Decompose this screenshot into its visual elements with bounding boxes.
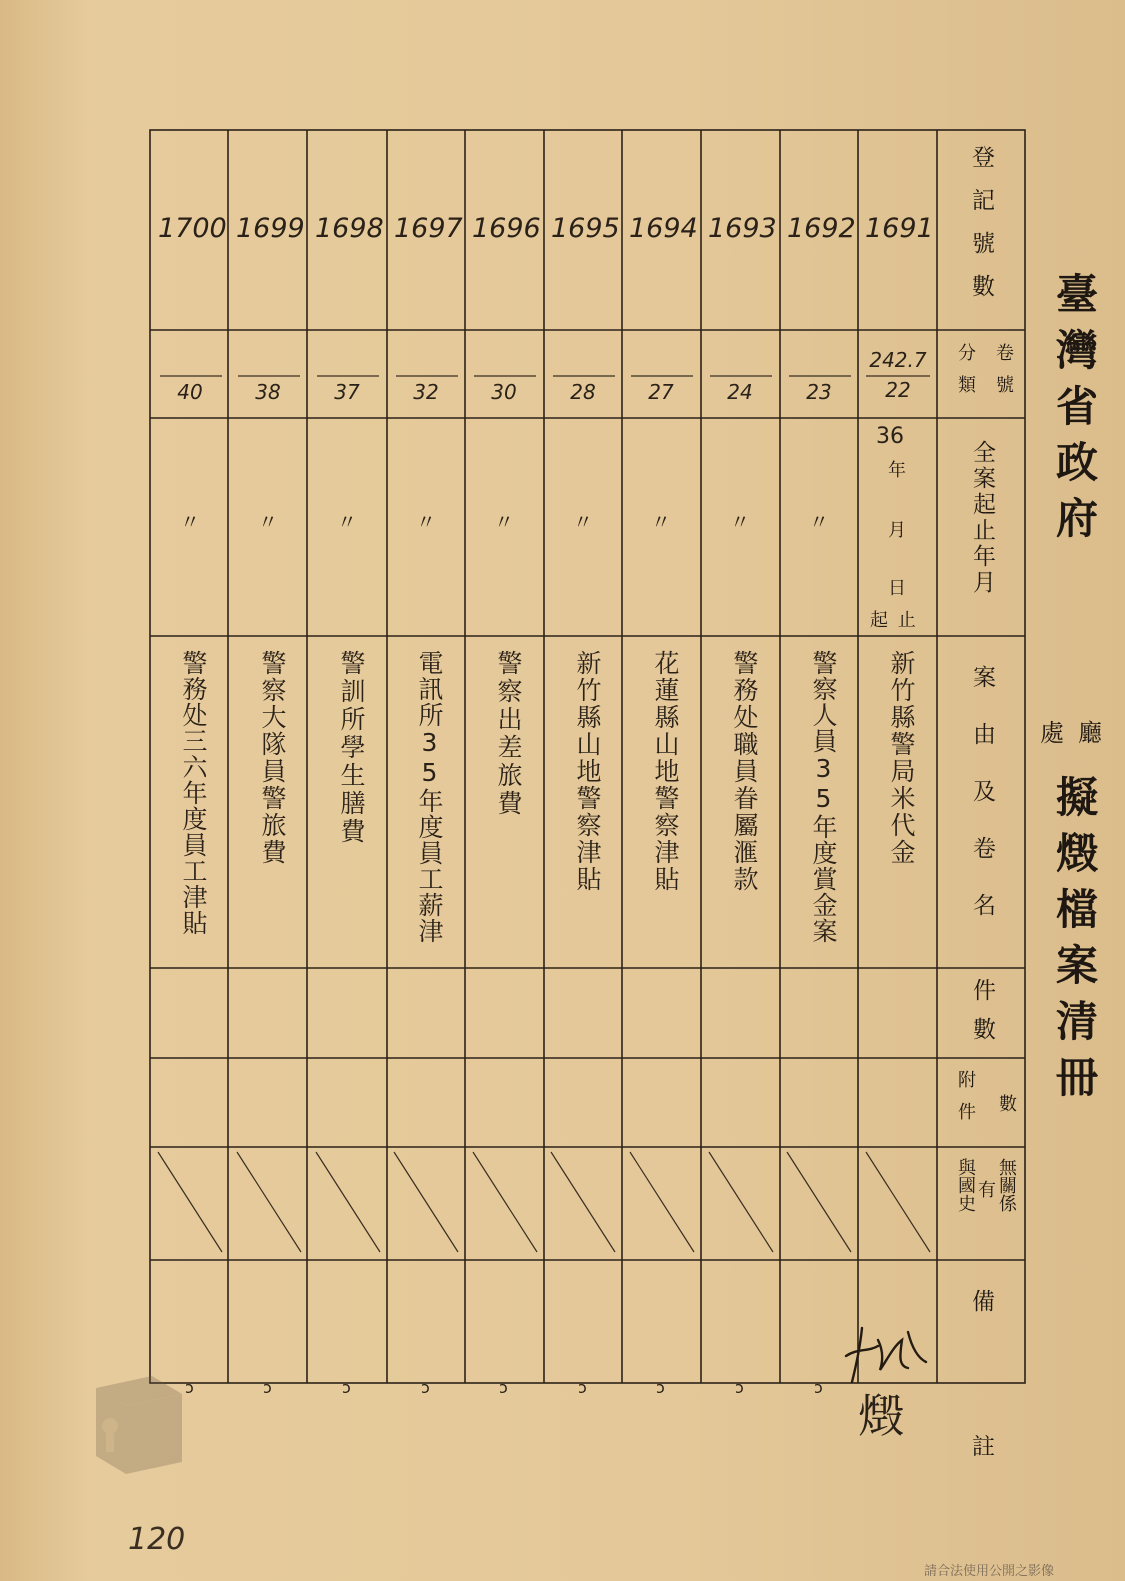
ditto-mark: 〃 [809,510,829,534]
period-year: 年 [888,460,906,481]
vol-no-22: 22 [885,378,911,402]
header-remark-top: 備 [972,1289,995,1315]
office-label-left: 處 [1040,719,1064,747]
remark-tick: ᴐ [735,1378,744,1397]
government-title: 臺灣省政府 [1050,272,1099,552]
reg-no-1693: 1693 [708,213,777,244]
header-subject: 案由及卷名 [969,665,995,950]
header-classification: 分類 [955,343,976,407]
list-title: 擬燬檔案清冊 [1050,775,1099,1111]
reg-no-1691: 1691 [865,213,934,244]
reg-no-1700: 1700 [158,213,227,244]
header-attachment-count: 數 [996,1094,1017,1112]
vol-no-24: 24 [727,380,753,404]
remark-tick: ᴐ [263,1378,272,1397]
remark-tick: ᴐ [814,1378,823,1397]
page-number: 120 [128,1522,186,1557]
office-label-right: 廳 [1078,719,1102,747]
remark-tick: ᴐ [421,1378,430,1397]
ditto-mark: 〃 [258,510,278,534]
ditto-mark: 〃 [573,510,593,534]
vol-no-32: 32 [413,380,439,404]
remark-tick: ᴐ [578,1378,587,1397]
vol-no-23: 23 [806,380,832,404]
subject-1692: 警察人員35年度賞金案 [809,650,838,944]
period-day: 日 [888,578,906,599]
subject-1699: 警察大隊員警旅費 [258,650,287,866]
reg-no-1697: 1697 [394,213,463,244]
reg-no-1694: 1694 [629,213,698,244]
class-prefix: 242.7 [869,348,927,372]
header-history-a: 無關係 [996,1158,1017,1212]
reg-no-1692: 1692 [787,213,856,244]
ditto-mark: 〃 [416,510,436,534]
ditto-mark: 〃 [494,510,514,534]
subject-1695: 新竹縣山地警察津貼 [573,650,602,893]
remark-tick: ᴐ [499,1378,508,1397]
archive-seal-icon [82,1370,192,1480]
header-attachments: 附件 [955,1070,976,1134]
header-history-b: 有 [975,1180,996,1198]
ditto-mark: 〃 [337,510,357,534]
header-period: 全案起止年月 [969,440,995,596]
ditto-mark: 〃 [180,510,200,534]
header-count: 件數 [969,978,995,1056]
reg-no-1696: 1696 [472,213,541,244]
subject-1698: 警訓所學生膳費 [337,650,366,846]
period-year-value: 36 [876,424,904,449]
subject-1700: 警務处三六年度員工津貼 [179,650,208,936]
subject-1694: 花蓮縣山地警察津貼 [651,650,680,893]
remark-tick: ᴐ [342,1378,351,1397]
period-month: 月 [888,520,906,541]
period-start-end: 起 止 [870,610,916,631]
header-history-c: 與國史 [955,1158,976,1212]
ditto-mark: 〃 [730,510,750,534]
subject-1697: 電訊所35年度員工薪津 [415,650,444,944]
subject-1696: 警察出差旅費 [494,650,523,818]
handwritten-signature [838,1318,934,1388]
vol-no-30: 30 [491,380,517,404]
reg-no-1698: 1698 [315,213,384,244]
remark-tick: ᴐ [185,1378,194,1397]
vol-no-37: 37 [334,380,360,404]
header-remark-bottom: 註 [972,1434,995,1460]
subject-1691: 新竹縣警局米代金 [887,650,916,866]
vol-no-38: 38 [255,380,281,404]
watermark-text: 請合法使用公開之影像 [924,1564,1055,1579]
vol-no-27: 27 [648,380,674,404]
reg-no-1695: 1695 [551,213,620,244]
ditto-mark: 〃 [651,510,671,534]
vol-no-28: 28 [570,380,596,404]
subject-1693: 警務处職員眷屬滙款 [730,650,759,893]
reg-no-1699: 1699 [236,213,305,244]
remark-tick: ᴐ [656,1378,665,1397]
remark-destroy: 燬 [858,1389,904,1443]
header-vol-no: 卷號 [993,343,1014,407]
header-reg-no: 登記號數 [968,145,994,317]
vol-no-40: 40 [177,380,203,404]
